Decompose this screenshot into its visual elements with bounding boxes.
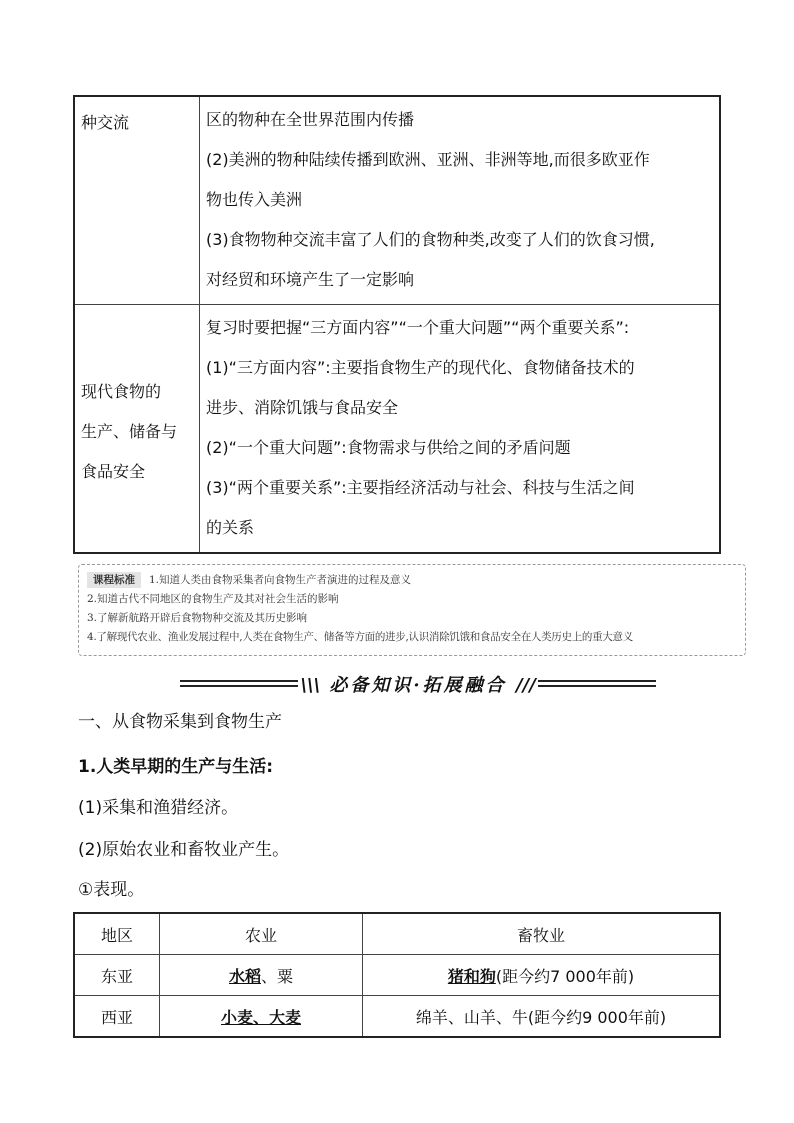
cell-text: 绵羊、山羊、牛(距今约9 000年前) — [415, 1007, 667, 1027]
content-line: 区的物种在全世界范围内传播 — [206, 110, 415, 129]
column-header: 畜牧业 — [363, 913, 721, 955]
subheading: 1.人类早期的生产与生活: — [78, 757, 274, 777]
standard-item: 3.了解新航路开辟后食物物种交流及其历史影响 — [87, 612, 308, 624]
table-row — [74, 955, 720, 996]
section-banner — [180, 674, 656, 700]
livestock-cell — [363, 955, 721, 996]
agriculture-cell — [160, 996, 363, 1038]
section-heading: 一、从食物采集到食物生产 — [78, 712, 282, 732]
cell-text: 、粟 — [261, 966, 294, 986]
agriculture-cell — [160, 955, 363, 996]
topic-label: 现代食物的 — [81, 381, 162, 401]
column-header: 地区 — [74, 913, 160, 955]
standard-item: 4.了解现代农业、渔业发展过程中,人类在食物生产、储备等方面的进步,认识消除饥饿和食品安全在人类历史上的重大意义 — [87, 631, 633, 643]
table-row — [74, 96, 720, 305]
banner-slash-icon: \\\ — [300, 675, 321, 696]
standard-item: 1.知道人类由食物采集者向食物生产者演进的过程及意义 — [149, 574, 412, 586]
topic-label: 种交流 — [81, 113, 130, 132]
banner-title — [298, 674, 538, 698]
cell-text: (距今约7 000年前) — [495, 966, 635, 986]
column-header: 农业 — [160, 913, 363, 955]
region-cell: 西亚 — [74, 996, 160, 1038]
key-term: 水稻 — [228, 966, 261, 986]
content-line: 的关系 — [206, 518, 255, 537]
content-line: (1)“三方面内容”:主要指食物生产的现代化、食物储备技术的 — [206, 358, 635, 377]
standard-item: 2.知道古代不同地区的食物生产及其对社会生活的影响 — [87, 593, 339, 605]
banner-rule-left — [180, 680, 298, 690]
standards-badge: 课程标准 — [87, 572, 141, 588]
content-line: (3)“两个重要关系”:主要指经济活动与社会、科技与生活之间 — [206, 478, 635, 497]
key-term: 小麦、大麦 — [220, 1007, 301, 1027]
content-cell — [200, 305, 721, 554]
table-row — [74, 305, 720, 554]
livestock-cell — [363, 996, 721, 1038]
body-item: (2)原始农业和畜牧业产生。 — [78, 840, 290, 860]
curriculum-standards-box — [78, 564, 746, 656]
banner-slash-icon: /// — [515, 675, 536, 696]
content-line: 物也传入美洲 — [206, 190, 303, 209]
review-table — [73, 95, 721, 554]
banner-rule-right — [538, 680, 656, 690]
banner-title-text: 必备知识·拓展融合 — [329, 675, 507, 696]
content-line: (3)食物物种交流丰富了人们的食物种类,改变了人们的饮食习惯, — [206, 230, 655, 249]
standards-line — [87, 571, 737, 590]
topic-label: 食品安全 — [81, 461, 146, 481]
table-row — [74, 996, 720, 1038]
content-line: 对经贸和环境产生了一定影响 — [206, 270, 415, 289]
content-line: (2)“一个重大问题”:食物需求与供给之间的矛盾问题 — [206, 438, 571, 457]
body-item: (1)采集和渔猎经济。 — [78, 798, 239, 818]
content-line: (2)美洲的物种陆续传播到欧洲、亚洲、非洲等地,而很多欧亚作 — [206, 150, 650, 169]
content-cell — [200, 96, 721, 305]
topic-label: 生产、储备与 — [81, 421, 178, 441]
content-line: 复习时要把握“三方面内容”“一个重大问题”“两个重要关系”: — [206, 318, 630, 337]
topic-cell — [74, 96, 200, 305]
content-line: 进步、消除饥饿与食品安全 — [206, 398, 399, 417]
topic-cell — [74, 305, 200, 554]
key-term: 猪和狗 — [447, 966, 496, 986]
body-item: ①表现。 — [78, 880, 145, 900]
region-table — [73, 912, 721, 1038]
region-cell: 东亚 — [74, 955, 160, 996]
table-header-row — [74, 913, 720, 955]
